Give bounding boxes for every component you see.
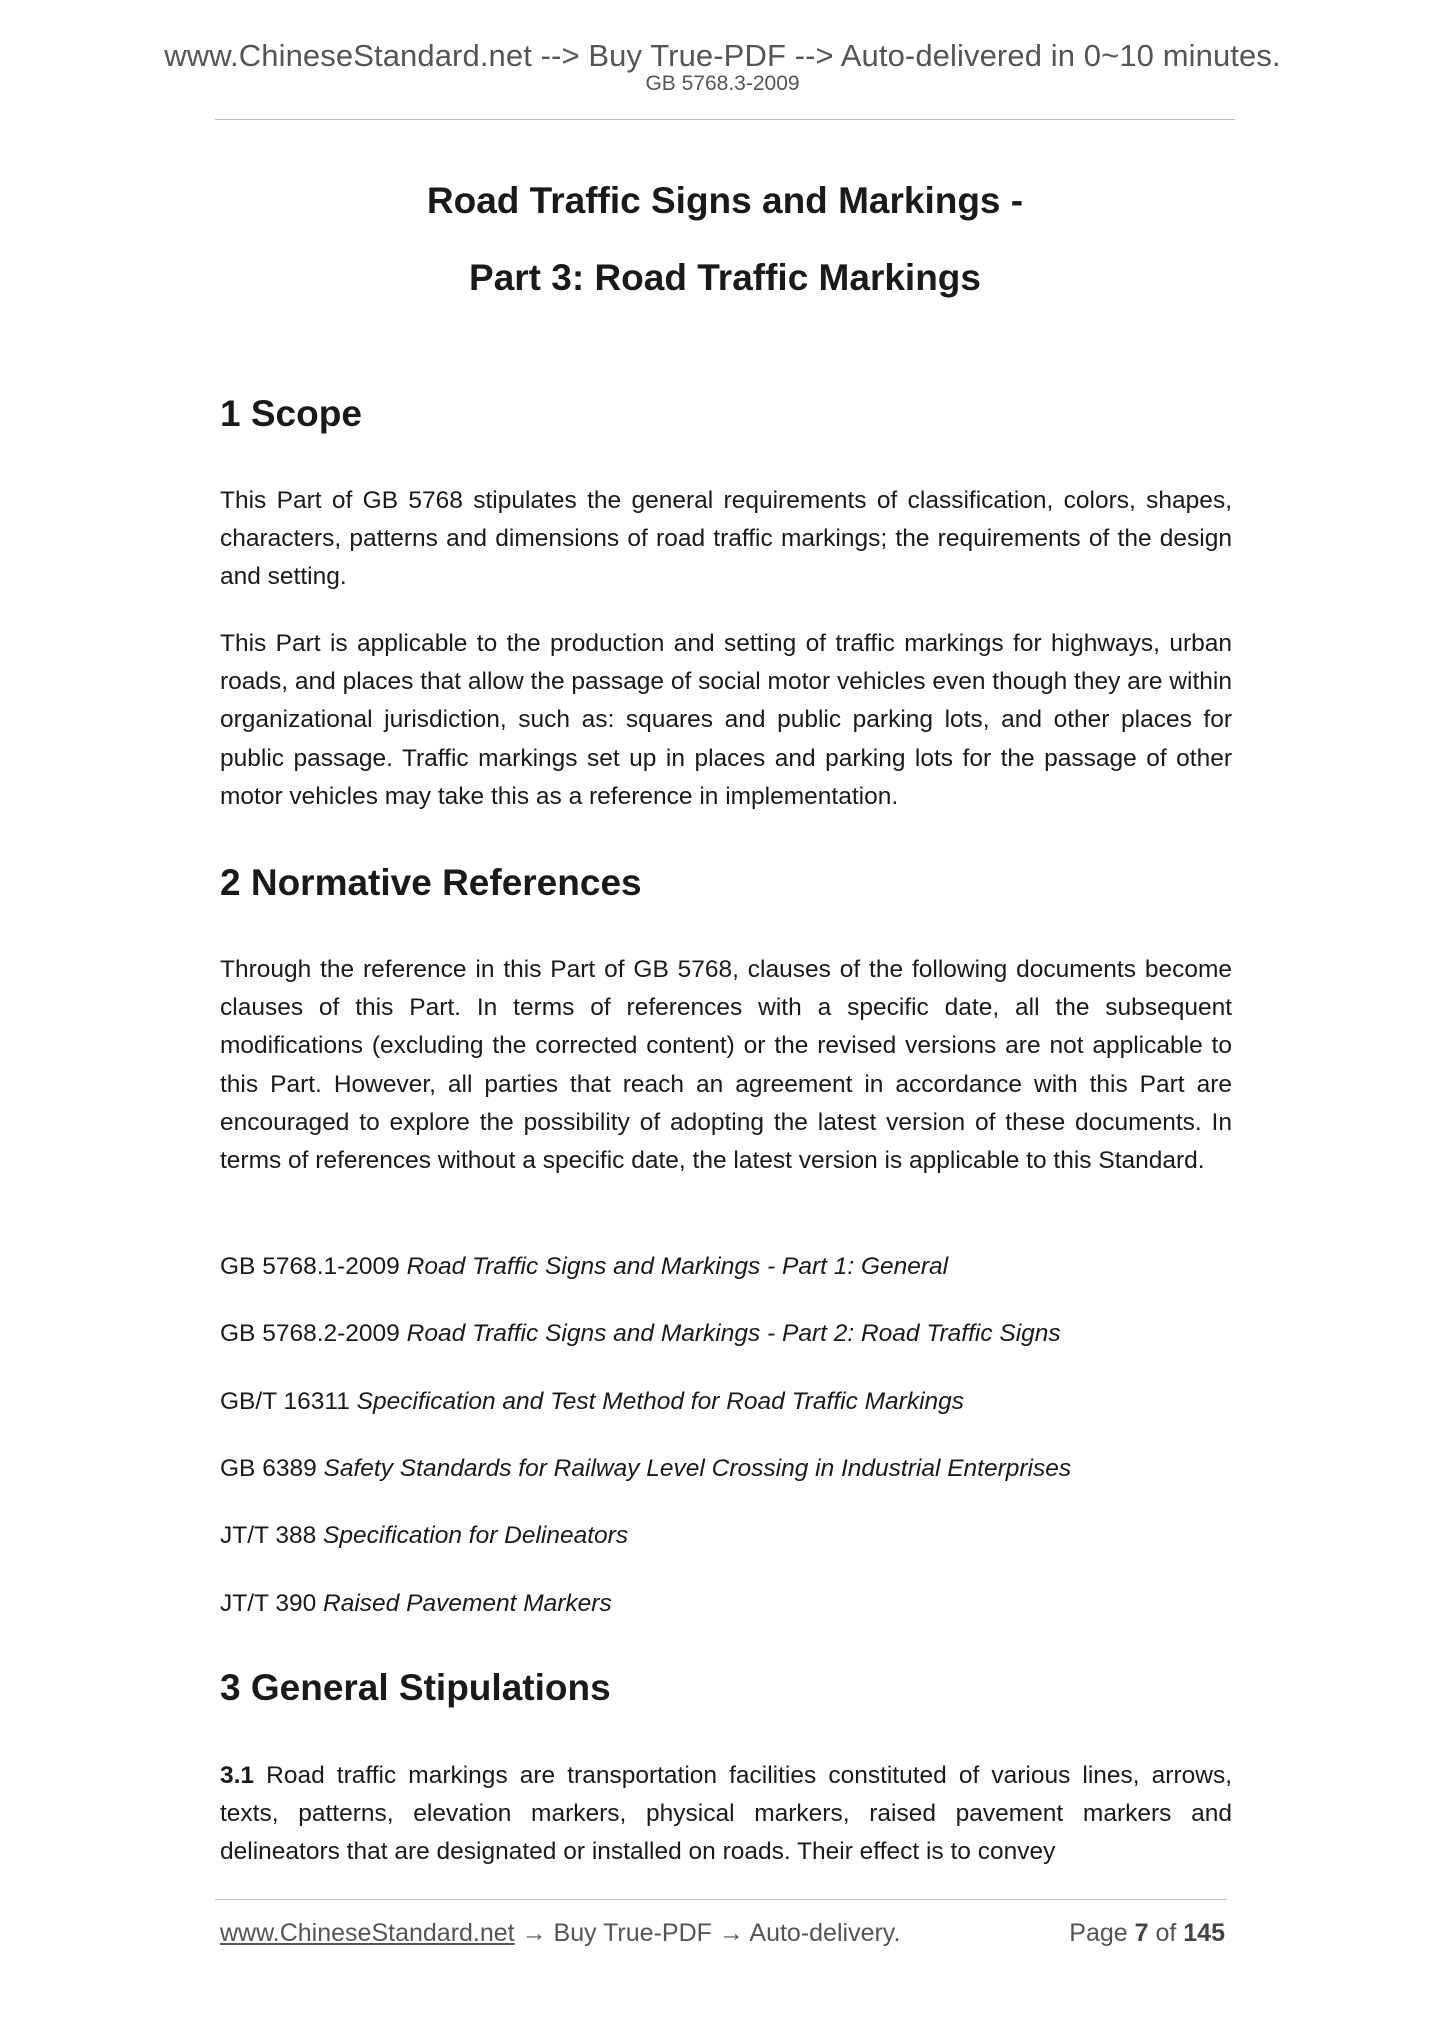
document-title-line2: Part 3: Road Traffic Markings [469,257,981,298]
footer-tagline: → Buy True-PDF → Auto-delivery. [514,1919,901,1947]
clause-3-1: 3.1 Road traffic markings are transportation facilities constituted of various lines, arrows, texts, patterns, elevation markers, physical markers, raised pavement markers and delineators that are designated or installed on roads. Their effect is to convey [220,1762,1232,1866]
page-total: 145 [1183,1919,1225,1947]
scope-paragraph-2: This Part is applicable to the production and setting of traffic markings for highways, urban roads, and places that allow the passage of social motor vehicles even though they are within organizational jurisdiction, such as: squares and public parking lots, and other places for public passage. Traffic markings set up in places and parking lots for the passage of other motor vehicles may take this as a reference in implementation. [220,630,1232,810]
reference-item: JT/T 388 Specification for Delineators [220,1522,629,1549]
page-number: 7 [1134,1919,1149,1947]
clause-number: 3.1 [220,1762,255,1789]
reference-item: GB 5768.1-2009 Road Traffic Signs and Markings - Part 1: General [220,1253,949,1280]
heading-normative-references: 2 Normative References [220,862,642,903]
reference-item: GB/T 16311 Specification and Test Method for Road Traffic Markings [220,1388,965,1415]
footer-divider [215,1899,1227,1900]
document-title-line1: Road Traffic Signs and Markings - [426,180,1024,221]
page-footer [220,1919,1225,1953]
reference-item: JT/T 390 Raised Pavement Markers [220,1590,612,1617]
normative-paragraph: Through the reference in this Part of GB 5768, clauses of the following documents become clauses of this Part. In terms of references with a specific date, all the subsequent modifications (excluding the corrected content) or the revised versions are not applicable to this Part. However, all parties that reach an agreement in accordance with this Part are encouraged to explore the possibility of adopting the latest version of these documents. In terms of references without a specific date, the latest version is applicable to this Standard. [220,956,1232,1175]
scope-paragraph-1: This Part of GB 5768 stipulates the general requirements of classification, colors, shapes, characters, patterns and dimensions of road traffic markings; the requirements of the design and setting. [220,487,1232,591]
header-divider [215,119,1235,120]
header-banner: www.ChineseStandard.net --> Buy True-PDF --> Auto-delivered in 0~10 minutes. [164,38,1281,73]
footer-site-link[interactable]: www.ChineseStandard.net [220,1919,515,1947]
standard-code: GB 5768.3-2009 [645,72,800,95]
heading-scope: 1 Scope [220,393,362,434]
reference-item: GB 6389 Safety Standards for Railway Level Crossing in Industrial Enterprises [220,1455,1072,1482]
page-indicator: Page 7 of 145 [1069,1919,1225,1947]
heading-general-stipulations: 3 General Stipulations [220,1667,611,1708]
reference-item: GB 5768.2-2009 Road Traffic Signs and Markings - Part 2: Road Traffic Signs [220,1320,1061,1347]
